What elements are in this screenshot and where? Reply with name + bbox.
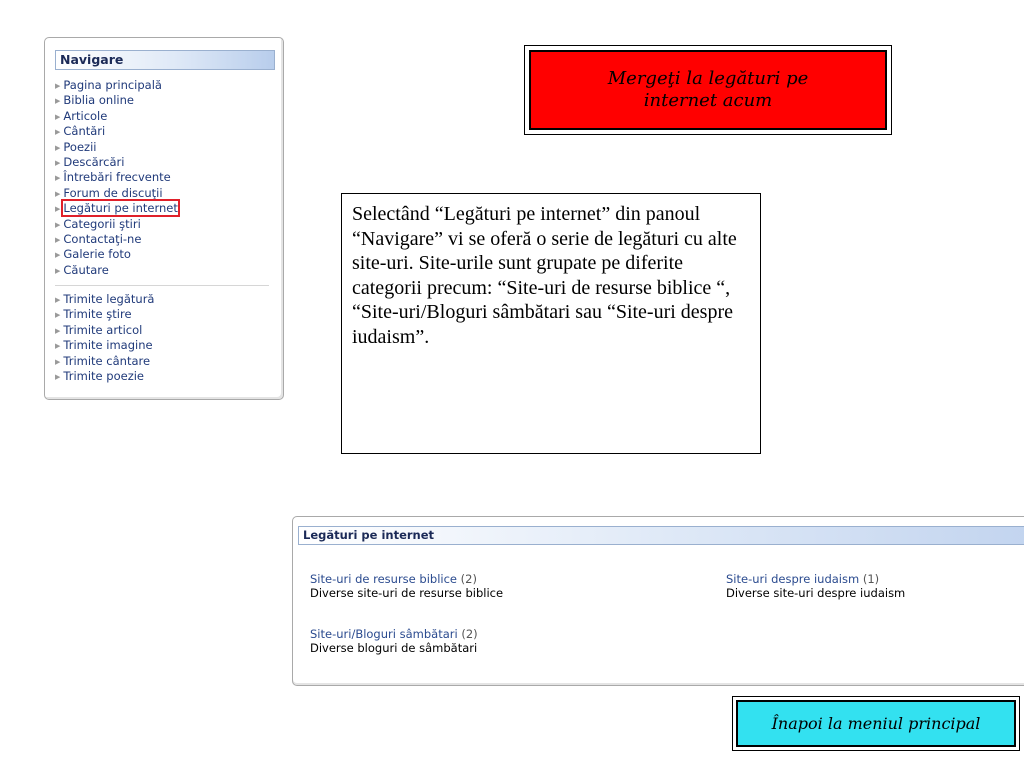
navigation-panel bbox=[44, 37, 284, 400]
bullet-arrow-icon: ▶ bbox=[55, 220, 61, 229]
nav-item-pagina-principala[interactable] bbox=[55, 78, 178, 93]
nav-item-categorii-stiri[interactable] bbox=[55, 217, 178, 232]
bullet-arrow-icon: ▶ bbox=[55, 326, 61, 335]
nav-item-trimite-legatura[interactable] bbox=[55, 292, 154, 307]
nav-item-label[interactable]: Întrebări frecvente bbox=[63, 170, 171, 185]
navigation-title: Navigare bbox=[55, 50, 275, 70]
nav-item-contactati-ne[interactable] bbox=[55, 232, 178, 247]
title-box bbox=[524, 45, 892, 135]
navigation-menu bbox=[55, 78, 178, 278]
nav-item-trimite-imagine[interactable] bbox=[55, 338, 154, 353]
category-count: (2) bbox=[461, 627, 478, 641]
bullet-arrow-icon: ▶ bbox=[55, 97, 61, 106]
nav-item-label[interactable]: Galerie foto bbox=[63, 247, 131, 262]
bullet-arrow-icon: ▶ bbox=[55, 189, 61, 198]
back-button-label[interactable]: Înapoi la meniul principal bbox=[736, 700, 1016, 747]
category-count: (1) bbox=[862, 572, 880, 586]
nav-item-label[interactable]: Căutare bbox=[63, 262, 109, 277]
category-link[interactable]: Site-uri/Bloguri sâmbătari bbox=[310, 627, 458, 641]
bullet-arrow-icon: ▶ bbox=[55, 143, 61, 152]
navigation-divider bbox=[55, 285, 269, 286]
category-description: Diverse bloguri de sâmbătari bbox=[310, 641, 478, 655]
bullet-arrow-icon: ▶ bbox=[55, 128, 61, 137]
links-panel-title: Legături pe internet bbox=[298, 526, 1024, 545]
nav-item-cantari[interactable] bbox=[55, 124, 178, 139]
back-to-main-menu-button[interactable] bbox=[732, 696, 1020, 751]
nav-item-label[interactable]: Trimite poezie bbox=[63, 368, 145, 383]
link-category bbox=[310, 627, 478, 655]
nav-item-label[interactable]: Biblia online bbox=[63, 93, 134, 108]
nav-item-trimite-stire[interactable] bbox=[55, 307, 154, 322]
bullet-arrow-icon: ▶ bbox=[55, 266, 61, 275]
bullet-arrow-icon: ▶ bbox=[55, 311, 61, 320]
nav-item-intrebari-frecvente[interactable] bbox=[55, 170, 178, 185]
bullet-arrow-icon: ▶ bbox=[55, 158, 61, 167]
nav-item-label[interactable]: Contactaţi-ne bbox=[63, 231, 142, 246]
nav-item-label[interactable]: Cântări bbox=[63, 124, 106, 139]
nav-item-label[interactable]: Trimite legătură bbox=[63, 292, 155, 306]
nav-item-trimite-poezie[interactable] bbox=[55, 369, 154, 384]
nav-item-label[interactable]: Trimite articol bbox=[63, 322, 143, 337]
nav-item-trimite-cantare[interactable] bbox=[55, 354, 154, 369]
bullet-arrow-icon: ▶ bbox=[55, 357, 61, 366]
bullet-arrow-icon: ▶ bbox=[55, 82, 61, 90]
nav-item-legaturi-pe-internet[interactable] bbox=[55, 201, 178, 216]
nav-item-biblia-online[interactable] bbox=[55, 93, 178, 108]
nav-item-label[interactable]: Categorii ştiri bbox=[63, 216, 141, 231]
nav-item-label[interactable]: Pagina principală bbox=[63, 78, 162, 92]
bullet-arrow-icon: ▶ bbox=[55, 112, 61, 121]
bullet-arrow-icon: ▶ bbox=[55, 372, 61, 381]
nav-item-label[interactable]: Trimite cântare bbox=[63, 353, 151, 368]
nav-item-label[interactable]: Articole bbox=[63, 108, 108, 123]
bullet-arrow-icon: ▶ bbox=[55, 205, 61, 214]
nav-item-label[interactable]: Poezii bbox=[63, 139, 97, 154]
bullet-arrow-icon: ▶ bbox=[55, 251, 61, 260]
nav-item-trimite-articol[interactable] bbox=[55, 323, 154, 338]
nav-item-forum[interactable] bbox=[55, 186, 178, 201]
links-panel bbox=[292, 516, 1024, 686]
bullet-arrow-icon: ▶ bbox=[55, 296, 61, 304]
nav-item-articole[interactable] bbox=[55, 109, 178, 124]
title-box-text: Mergeţi la legături pe internet acum bbox=[529, 50, 887, 130]
nav-item-label[interactable]: Descărcări bbox=[63, 154, 125, 169]
nav-item-galerie-foto[interactable] bbox=[55, 247, 178, 262]
link-category bbox=[310, 572, 503, 600]
nav-item-label[interactable]: Trimite imagine bbox=[63, 338, 153, 353]
nav-item-descarcari[interactable] bbox=[55, 155, 178, 170]
bullet-arrow-icon: ▶ bbox=[55, 235, 61, 244]
explanation-text: Selectând “Legături pe internet” din panoul “Navigare” vi se oferă o serie de legături cu alte site-uri. Site-urile sunt grupate pe diferite categorii precum: “Site-uri de resurse biblice “, “Site-uri/Bloguri sâmbătari sau “Site-uri despre iudaism”. bbox=[341, 193, 761, 454]
nav-item-poezii[interactable] bbox=[55, 140, 178, 155]
category-description: Diverse site-uri de resurse biblice bbox=[310, 586, 504, 600]
nav-item-label-highlighted[interactable]: Legături pe internet bbox=[63, 201, 178, 216]
submit-menu bbox=[55, 292, 154, 384]
nav-item-cautare[interactable] bbox=[55, 263, 178, 278]
link-category bbox=[726, 572, 905, 600]
bullet-arrow-icon: ▶ bbox=[55, 174, 61, 183]
nav-item-label[interactable]: Forum de discuţii bbox=[63, 185, 163, 200]
category-link[interactable]: Site-uri despre iudaism bbox=[726, 572, 860, 586]
category-link[interactable]: Site-uri de resurse biblice bbox=[310, 572, 457, 586]
category-description: Diverse site-uri despre iudaism bbox=[726, 586, 906, 600]
category-count: (2) bbox=[460, 572, 477, 586]
bullet-arrow-icon: ▶ bbox=[55, 342, 61, 351]
nav-item-label[interactable]: Trimite ştire bbox=[63, 307, 132, 322]
